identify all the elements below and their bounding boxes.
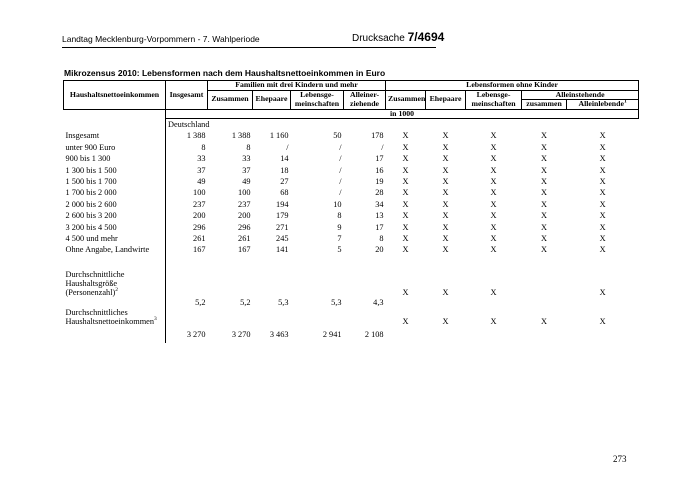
table-cell: X [490, 131, 497, 141]
table-cell: 237 [238, 199, 251, 209]
table-cell: X [490, 176, 497, 186]
document-header-parliament: Landtag Mecklenburg-Vorpommern - 7. Wahlperiode [62, 34, 260, 44]
region-label: Deutschland [168, 120, 210, 130]
table-cell: 200 [193, 211, 206, 221]
table-cell: 179 [276, 211, 289, 221]
table-cell: X [541, 188, 548, 198]
row-label: 2 600 bis 3 200 [64, 210, 166, 221]
table-cell: X [490, 142, 497, 152]
table-cell: 5 [337, 245, 342, 255]
table-cell: 8 [379, 233, 384, 243]
table-cell: 100 [193, 188, 206, 198]
table-cell: 141 [276, 245, 289, 255]
table-cell: X [442, 142, 449, 152]
table-cell: X [442, 287, 449, 297]
table-row [64, 199, 639, 210]
table-row [64, 164, 639, 175]
table-cell: X [599, 154, 606, 164]
table-cell: X [402, 222, 409, 232]
table-cell: X [402, 287, 409, 297]
table-cell: X [599, 233, 606, 243]
table-cell: 68 [280, 188, 289, 198]
table-cell: 3 463 [269, 330, 289, 339]
table-cell: / [286, 142, 289, 152]
table-cell: X [442, 131, 449, 141]
table-cell: / [339, 165, 342, 175]
printed-matter-number: 7/4694 [407, 30, 445, 44]
table-cell: X [541, 176, 548, 186]
table-cell: X [490, 317, 497, 327]
table-cell: X [599, 176, 606, 186]
table-cell: 100 [238, 188, 251, 198]
table-cell: 17 [375, 154, 384, 164]
row-label: unter 900 Euro [64, 142, 166, 153]
avg-income-row [64, 308, 639, 326]
table-cell: X [442, 188, 449, 198]
table-cell: X [402, 188, 409, 198]
table-cell: 194 [276, 199, 289, 209]
table-cell: X [402, 154, 409, 164]
table-cell: 33 [242, 154, 251, 164]
table-cell: X [541, 233, 548, 243]
table-cell: 2 108 [364, 330, 384, 339]
header-families-single-parents: Alleiner-ziehende [344, 90, 386, 109]
row-label: 1 300 bis 1 500 [64, 164, 166, 175]
table-cell: X [490, 188, 497, 198]
table-cell: 1 160 [269, 131, 289, 141]
table-cell: X [442, 154, 449, 164]
table-cell: X [599, 287, 606, 297]
table-cell: X [490, 154, 497, 164]
table-cell: X [442, 199, 449, 209]
table-cell: / [339, 176, 342, 186]
table-cell: X [402, 317, 409, 327]
table-cell: 7 [337, 233, 342, 243]
row-label: 1 700 bis 2 000 [64, 187, 166, 198]
table-row [64, 233, 639, 244]
table-cell: / [381, 142, 384, 152]
table-cell: 10 [333, 199, 342, 209]
table-cell: 8 [201, 142, 206, 152]
table-cell: X [442, 245, 449, 255]
table-cell: X [490, 245, 497, 255]
table-cell: 33 [197, 154, 206, 164]
table-cell: X [442, 233, 449, 243]
table-cell: X [541, 165, 548, 175]
table-cell: 296 [193, 222, 206, 232]
row-label: 2 000 bis 2 600 [64, 199, 166, 210]
header-nokids-married: Ehepaare [426, 90, 466, 109]
table-cell: X [490, 199, 497, 209]
footnote-ref-2: 2 [115, 287, 119, 294]
table-cell: 13 [375, 211, 384, 221]
header-families-married: Ehepaare [253, 90, 291, 109]
table-cell: X [402, 199, 409, 209]
table-cell: X [599, 245, 606, 255]
table-row [64, 187, 639, 198]
table-cell: 18 [280, 165, 289, 175]
header-nokids-together: Zusammen [386, 90, 426, 109]
table-row [64, 221, 639, 232]
header-unit: in 1000 [166, 109, 639, 119]
table-row [64, 176, 639, 187]
table-cell: 296 [238, 222, 251, 232]
table-cell: X [490, 287, 497, 297]
header-group-singles: Alleinstehende [522, 90, 639, 100]
table-cell: 8 [246, 142, 251, 152]
table-cell: 16 [375, 165, 384, 175]
table-cell: X [599, 142, 606, 152]
table-cell: 14 [280, 154, 289, 164]
avg-size-label: Durchschnittliche Haushaltsgröße (Personenzahl)$^2$ [64, 270, 166, 297]
row-label: Insgesamt [64, 130, 166, 141]
table-cell: X [541, 222, 548, 232]
table-row [64, 244, 639, 255]
table-row [64, 142, 639, 153]
table-cell: 5,3 [331, 298, 342, 308]
row-label: 1 500 bis 1 700 [64, 176, 166, 187]
header-income: Haushaltsnettoeinkommen [64, 81, 166, 110]
table-cell: X [402, 131, 409, 141]
table-cell: 49 [242, 176, 251, 186]
table-title: Mikrozensus 2010: Lebensformen nach dem Haushaltsnettoeinkommen in Euro [64, 68, 386, 78]
table-cell: X [402, 142, 409, 152]
table-cell: X [599, 165, 606, 175]
header-singles-together: zusammen [522, 100, 567, 110]
table-cell: X [442, 165, 449, 175]
table-cell: 34 [375, 199, 384, 209]
table-cell: 4,3 [373, 298, 384, 308]
table-row [64, 130, 639, 141]
table-cell: 167 [238, 245, 251, 255]
table-cell: X [599, 222, 606, 232]
table-cell: X [541, 199, 548, 209]
table-cell: X [541, 245, 548, 255]
table-cell: X [541, 131, 548, 141]
table-cell: X [541, 211, 548, 221]
header-rule [62, 47, 436, 48]
table-cell: X [402, 245, 409, 255]
table-cell: 1 388 [186, 131, 206, 141]
table-cell: 37 [197, 165, 206, 175]
header-singles-living-alone: Alleinlebende$^1$ [567, 100, 639, 110]
page-number: 273 [613, 454, 627, 464]
table-cell: X [541, 317, 548, 327]
table-cell: X [402, 233, 409, 243]
table-cell: 245 [276, 233, 289, 243]
header-total: Insgesamt [166, 81, 208, 110]
header-nokids-partnerships: Lebensge-meinschaften [466, 90, 522, 109]
table-cell: 167 [193, 245, 206, 255]
table-cell: X [541, 142, 548, 152]
table-cell: 8 [337, 211, 342, 221]
header-families-together: Zusammen [208, 90, 253, 109]
table-cell: 261 [238, 233, 251, 243]
table-cell: X [490, 211, 497, 221]
table-cell: X [402, 176, 409, 186]
table-cell: 49 [197, 176, 206, 186]
table-cell: X [490, 233, 497, 243]
printed-matter-label: Drucksache [352, 33, 405, 44]
table-cell: X [599, 211, 606, 221]
table-row [64, 153, 639, 164]
table-cell: X [490, 222, 497, 232]
table-cell: 27 [280, 176, 289, 186]
footnote-ref-1: 1 [623, 98, 627, 105]
table-cell: 3 270 [186, 330, 206, 339]
footnote-ref-3: 3 [153, 316, 157, 323]
table-row [64, 210, 639, 221]
table-cell: 50 [333, 131, 342, 141]
table-cell: X [442, 222, 449, 232]
table-cell: 19 [375, 176, 384, 186]
table-cell: X [490, 165, 497, 175]
table-cell: / [339, 188, 342, 198]
census-table [63, 80, 639, 343]
table-cell: X [402, 211, 409, 221]
table-cell: / [339, 154, 342, 164]
table-cell: 5,2 [240, 298, 251, 308]
row-label: 3 200 bis 4 500 [64, 221, 166, 232]
table-cell: X [599, 188, 606, 198]
table-cell: 261 [193, 233, 206, 243]
header-group-no-children: Lebensformen ohne Kinder [386, 81, 639, 91]
table-cell: X [442, 211, 449, 221]
avg-size-row [64, 270, 639, 297]
table-cell: 271 [276, 222, 289, 232]
header-families-partnerships: Lebensge-meinschaften [291, 90, 344, 109]
row-label: Ohne Angabe, Landwirte [64, 244, 166, 255]
header-group-families: Familien mit drei Kindern und mehr [208, 81, 386, 91]
table-cell: 237 [193, 199, 206, 209]
table-cell: X [442, 176, 449, 186]
table-cell: X [442, 317, 449, 327]
table-cell: X [599, 131, 606, 141]
table-cell: 5,3 [278, 298, 289, 308]
row-label: 900 bis 1 300 [64, 153, 166, 164]
row-label: 4 500 und mehr [64, 233, 166, 244]
table-cell: X [541, 154, 548, 164]
table-cell: 20 [375, 245, 384, 255]
table-cell: 37 [242, 165, 251, 175]
table-cell: 2 941 [322, 330, 342, 339]
table-cell: / [339, 142, 342, 152]
table-cell: 17 [375, 222, 384, 232]
table-cell: 1 388 [231, 131, 251, 141]
table-cell: 28 [375, 188, 384, 198]
table-cell: X [402, 165, 409, 175]
avg-income-label: Durchschnittliches Haushaltsnettoeinkommen$^3$ [64, 308, 166, 326]
document-header-printed-matter [352, 30, 444, 44]
table-cell: 200 [238, 211, 251, 221]
table-cell: X [599, 199, 606, 209]
table-cell: 9 [337, 222, 342, 232]
table-cell: 3 270 [231, 330, 251, 339]
table-cell: X [599, 317, 606, 327]
table-cell: 178 [371, 131, 384, 141]
table-cell: 5,2 [195, 298, 206, 308]
